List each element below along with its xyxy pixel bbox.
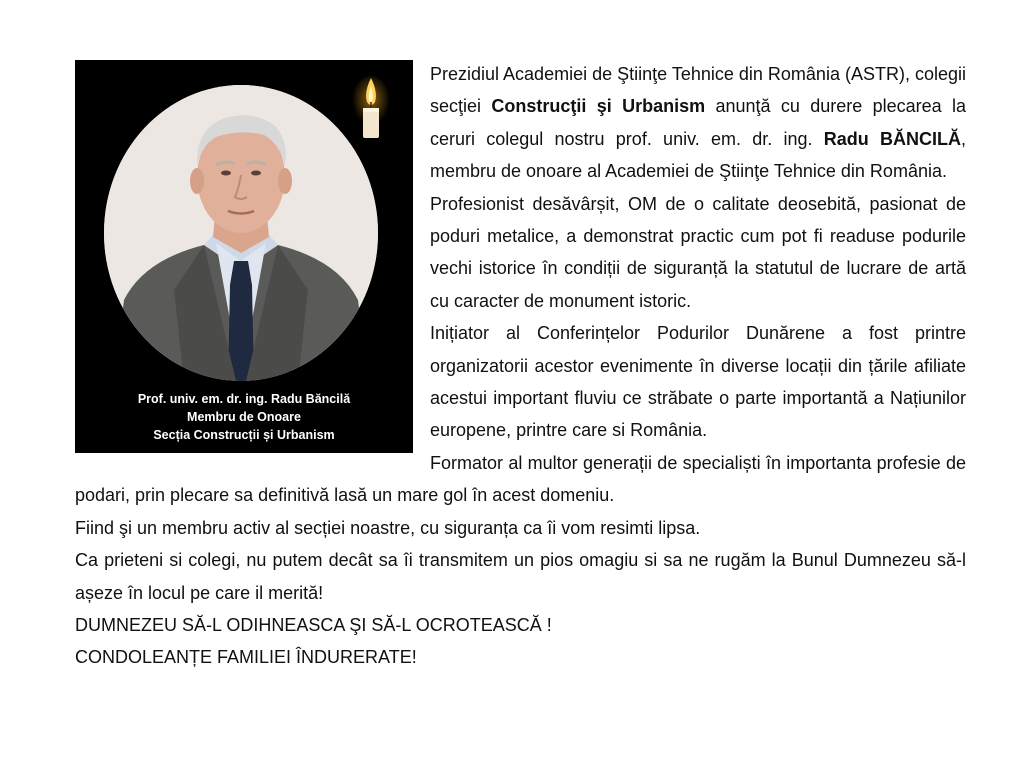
candle-icon	[351, 72, 391, 142]
memorial-photo-panel	[75, 60, 413, 453]
paragraph-condolences: CONDOLEANȚE FAMILIEI ÎNDURERATE!	[75, 647, 417, 668]
obituary-text	[75, 58, 966, 674]
deceased-name: Radu BĂNCILĂ	[823, 128, 961, 149]
paragraph-member: Fiind şi un membru activ al secției noastre, cu siguranța ca îi vom resimti lipsa.	[75, 517, 701, 538]
paragraph-initiator: Inițiator al Conferințelor Podurilor Dunărene a fost printre organizatorii acestor evenimente în diverse locații din țările afiliate acestui important fluviu ce străbate o parte importantă a Națiunilor europene, printre care si România.	[430, 323, 966, 441]
paragraph-prayer: Ca prieteni si colegi, nu putem decât sa îi transmitem un pios omagiu si sa ne rugăm la Bunul Dumnezeu să-l așeze în locul pe care il merită!	[75, 550, 966, 603]
section-name: Construcţii şi Urbanism	[491, 96, 706, 117]
paragraph-trainer: Formator al multor generații de specialiști în importanta profesie de podari, prin plecare sa definitivă lasă un mare gol în acest domeniu.	[75, 452, 966, 506]
paragraph-blessing: DUMNEZEU SĂ-L ODIHNEASCA ŞI SĂ-L OCROTEASCĂ !	[75, 614, 552, 635]
photo-caption	[75, 390, 413, 444]
portrait-photo	[104, 85, 378, 381]
paragraph-announcement: Prezidiul Academiei de Ştiinţe Tehnice din România (ASTR), colegii secţiei Construcţii şi Urbanism anunţă cu durere plecarea la ceruri colegul nostru prof. univ. em. dr. ing. Radu BĂNCILĂ, membru de onoare al Academiei de Ştiinţe Tehnice din România.	[430, 64, 966, 182]
paragraph-professional: Profesionist desăvârșit, OM de o calitate deosebită, pasionat de poduri metalice, a demonstrat practic cum pot fi readuse podurile vechi istorice în condiții de siguranță la statutul de lucrare de artă cu caracter de monument istoric.	[430, 193, 966, 311]
caption-title: Membru de Onoare	[187, 410, 301, 424]
caption-section: Secția Construcții și Urbanism	[153, 428, 335, 442]
caption-name: Prof. univ. em. dr. ing. Radu Băncilă	[137, 392, 351, 406]
